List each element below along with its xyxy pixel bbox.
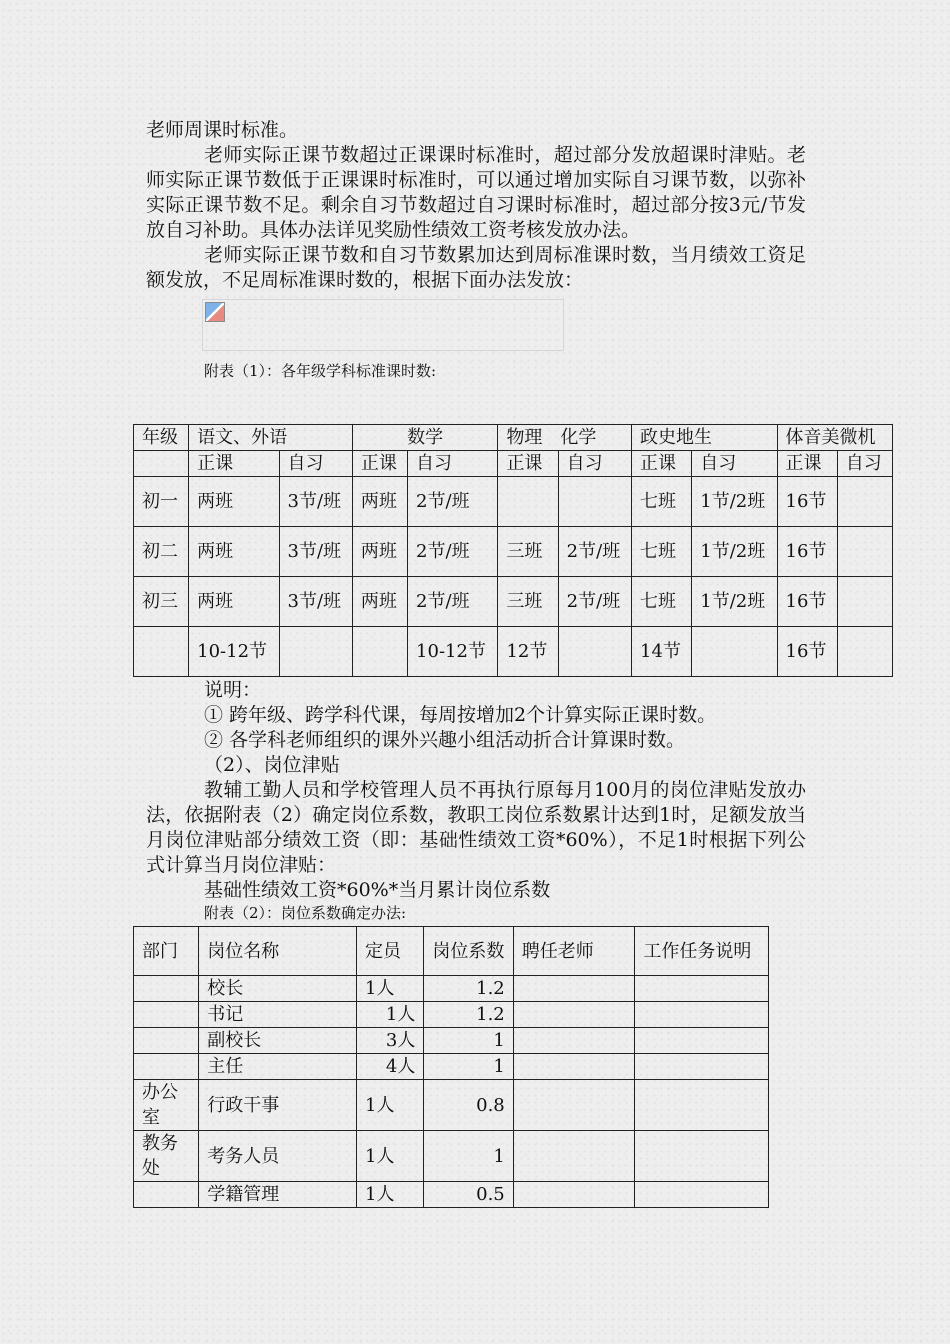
table2-cell (134, 976, 199, 1002)
table2-cell: 主任 (199, 1054, 357, 1080)
table-row (134, 477, 893, 527)
table1-cell: 10-12节 (408, 627, 498, 677)
paragraph-2: 老师实际正课节数和自习节数累加达到周标准课时数，当月绩效工资足额发放，不足周标准课时数的，根据下面办法发放： (146, 244, 806, 291)
table2-cell: 1人 (357, 1182, 424, 1208)
document-body (146, 118, 806, 381)
table2-header-cell: 聘任老师 (513, 927, 635, 976)
table2-cell (635, 1054, 769, 1080)
table2-cell (513, 976, 635, 1002)
table2-cell: 副校长 (199, 1028, 357, 1054)
notes-title: 说明： (204, 679, 262, 701)
table1-subheader-cell: 正课 (189, 451, 279, 477)
table2-cell (635, 1131, 769, 1182)
table1-cell: 3节/班 (279, 577, 352, 627)
table1-cell: 10-12节 (189, 627, 279, 677)
table1-cell: 1节/2班 (692, 577, 777, 627)
table2-cell: 1人 (357, 976, 424, 1002)
section-heading: （2）、岗位津贴 (204, 754, 340, 776)
table2-cell (513, 1028, 635, 1054)
table1-cell (837, 527, 892, 577)
table-row (134, 1080, 769, 1131)
table1-cell (558, 477, 631, 527)
table-row (134, 527, 893, 577)
table1-cell: 2节/班 (408, 527, 498, 577)
table1-subheader-cell: 自习 (692, 451, 777, 477)
table2-cell (513, 1054, 635, 1080)
table2-cell: 0.5 (424, 1182, 513, 1208)
table-row (134, 1028, 769, 1054)
table2-cell: 0.8 (424, 1080, 513, 1131)
table2-caption: 附表（2）：岗位系数确定办法: (204, 904, 407, 922)
table2-header-cell: 岗位名称 (199, 927, 357, 976)
table1-subheader-cell: 自习 (837, 451, 892, 477)
table2-cell (134, 1002, 199, 1028)
table2-cell (513, 1002, 635, 1028)
table1-cell: 1节/2班 (692, 527, 777, 577)
table-standard-hours (133, 424, 893, 677)
table1-cell (558, 627, 631, 677)
table1-header-cell: 体音美微机 (777, 425, 892, 451)
table1-cell: 2节/班 (408, 577, 498, 627)
table2-header-cell: 部门 (134, 927, 199, 976)
table1-cell (279, 627, 352, 677)
table2-header-cell: 定员 (357, 927, 424, 976)
table-row (134, 1002, 769, 1028)
table1-subheader-cell: 正课 (632, 451, 692, 477)
table1-header-cell: 政史地生 (632, 425, 778, 451)
table1-cell (837, 477, 892, 527)
table2-cell: 1人 (357, 1080, 424, 1131)
table2-cell: 1.2 (424, 976, 513, 1002)
table-row (134, 627, 893, 677)
table1-cell (134, 627, 189, 677)
table2-cell (513, 1080, 635, 1131)
table1-cell: 七班 (632, 477, 692, 527)
broken-image-icon (205, 302, 225, 322)
table1-subheader-cell: 自习 (279, 451, 352, 477)
table1-cell (837, 577, 892, 627)
note-2: ② 各学科老师组织的课外兴趣小组活动折合计算课时数。 (204, 729, 686, 751)
table2-cell: 1 (424, 1028, 513, 1054)
table1-cell: 两班 (189, 527, 279, 577)
table2-cell (635, 1002, 769, 1028)
table2-cell (513, 1131, 635, 1182)
table1-subheader-cell: 自习 (558, 451, 631, 477)
table2-cell: 办公室 (134, 1080, 199, 1131)
paragraph-3: 教辅工勤人员和学校管理人员不再执行原每月100月的岗位津贴发放办法，依据附表（2）确定岗位系数，教职工岗位系数累计达到1时，足额发放当月岗位津贴部分绩效工资（即：基础性绩效工资*60%），不足1时根据下列公式计算当月岗位津贴： (146, 779, 806, 876)
table-position-coefficient (133, 926, 769, 1208)
table1-cell (692, 627, 777, 677)
table2-cell: 考务人员 (199, 1131, 357, 1182)
table2-cell: 教务处 (134, 1131, 199, 1182)
table2-cell: 书记 (199, 1002, 357, 1028)
table2-header-cell: 岗位系数 (424, 927, 513, 976)
formula: 基础性绩效工资*60%*当月累计岗位系数 (204, 879, 551, 901)
table2-cell (513, 1182, 635, 1208)
table1-cell (837, 627, 892, 677)
table1-cell: 16节 (777, 527, 837, 577)
table1-header-cell: 语文、外语 (189, 425, 353, 451)
table2-cell: 1人 (357, 1131, 424, 1182)
table1-cell: 14节 (632, 627, 692, 677)
table2-cell (134, 1182, 199, 1208)
table2-header-cell: 工作任务说明 (635, 927, 769, 976)
table-row (134, 1182, 769, 1208)
table1-cell: 三班 (498, 577, 558, 627)
table1-cell: 七班 (632, 527, 692, 577)
table2-cell (635, 1182, 769, 1208)
table1-cell (498, 477, 558, 527)
table1-cell: 2节/班 (408, 477, 498, 527)
table2-cell (134, 1054, 199, 1080)
note-1: ① 跨年级、跨学科代课，每周按增加2个计算实际正课时数。 (204, 704, 717, 726)
table2-cell: 行政干事 (199, 1080, 357, 1131)
table2-cell: 1 (424, 1131, 513, 1182)
table1-subheader-cell: 正课 (352, 451, 407, 477)
table1-caption: 附表（1）：各年级学科标准课时数: (204, 362, 437, 380)
table2-cell: 3人 (357, 1028, 424, 1054)
table2-cell (635, 976, 769, 1002)
table1-cell: 2节/班 (558, 577, 631, 627)
table1-header-cell: 年级 (134, 425, 189, 451)
table2-header-row (134, 927, 769, 976)
table-row (134, 1131, 769, 1182)
notes-section (146, 678, 806, 923)
table1-cell: 两班 (352, 527, 407, 577)
table1-subheader-cell: 正课 (777, 451, 837, 477)
table1-cell: 两班 (352, 577, 407, 627)
table1-cell: 3节/班 (279, 477, 352, 527)
table1-cell: 两班 (352, 477, 407, 527)
table1-cell (352, 627, 407, 677)
paragraph-1: 老师实际正课节数超过正课课时标准时，超过部分发放超课时津贴。老师实际正课节数低于正课课时标准时，可以通过增加实际自习课节数，以弥补实际正课节数不足。剩余自习节数超过自习课时标准时，超过部分按3元/节发放自习补助。具体办法详见奖励性绩效工资考核发放办法。 (146, 144, 806, 241)
table2-cell: 学籍管理 (199, 1182, 357, 1208)
table1-cell: 2节/班 (558, 527, 631, 577)
table1-header-cell: 数学 (352, 425, 498, 451)
paragraph-0: 老师周课时标准。 (146, 119, 299, 141)
table1-cell: 16节 (777, 627, 837, 677)
table1-subheader-cell: 自习 (408, 451, 498, 477)
table2-cell (635, 1028, 769, 1054)
table-row (134, 976, 769, 1002)
table1-cell: 初三 (134, 577, 189, 627)
table2-cell: 1.2 (424, 1002, 513, 1028)
table1-header-cell: 物理 化学 (498, 425, 632, 451)
table2-cell: 4人 (357, 1054, 424, 1080)
table2-cell (635, 1080, 769, 1131)
table1-cell: 七班 (632, 577, 692, 627)
table1-cell: 两班 (189, 477, 279, 527)
table1-cell: 两班 (189, 577, 279, 627)
table1-subheader-cell (134, 451, 189, 477)
table2-cell: 1人 (357, 1002, 424, 1028)
table2-cell (134, 1028, 199, 1054)
table2-cell: 校长 (199, 976, 357, 1002)
table1-cell: 三班 (498, 527, 558, 577)
table1-header-row (134, 425, 893, 451)
table-row (134, 577, 893, 627)
table1-cell: 1节/2班 (692, 477, 777, 527)
table1-cell: 16节 (777, 577, 837, 627)
table1-subheader-cell: 正课 (498, 451, 558, 477)
table1-cell: 初二 (134, 527, 189, 577)
table1-cell: 3节/班 (279, 527, 352, 577)
table2-cell: 1 (424, 1054, 513, 1080)
table1-cell: 16节 (777, 477, 837, 527)
table1-subheader-row (134, 451, 893, 477)
table1-cell: 初一 (134, 477, 189, 527)
table-row (134, 1054, 769, 1080)
table1-cell: 12节 (498, 627, 558, 677)
broken-image-placeholder (202, 299, 564, 351)
